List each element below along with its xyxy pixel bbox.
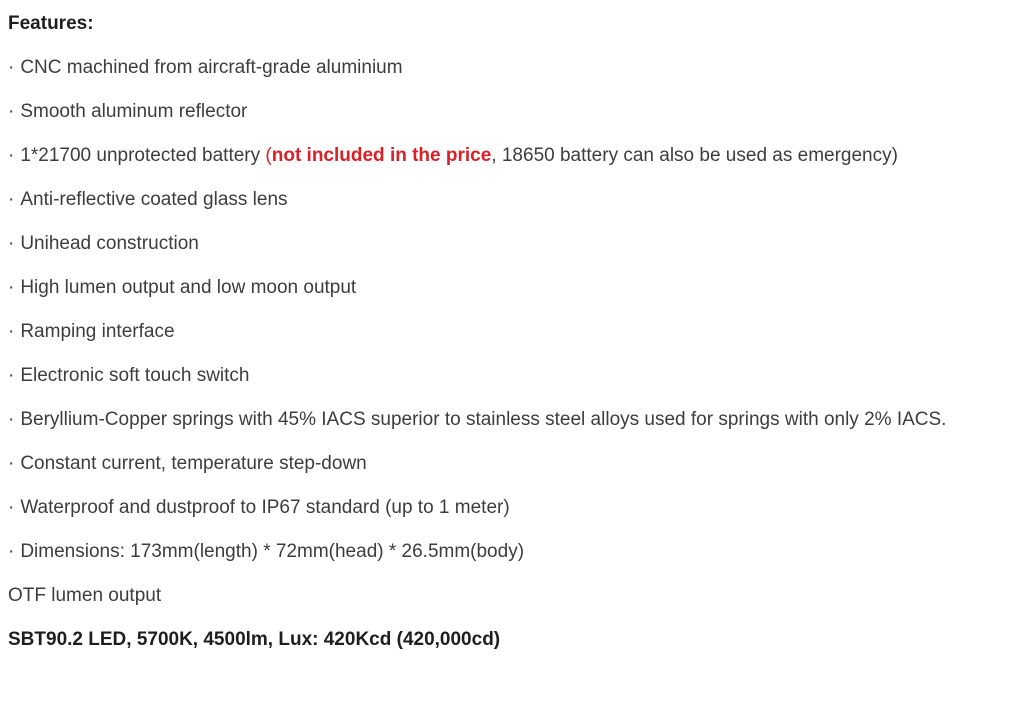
led-spec-line: SBT90.2 LED, 5700K, 4500lm, Lux: 420Kcd (420,000cd) xyxy=(8,629,501,650)
feature-text-segment: Beryllium-Copper springs with 45% IACS superior to stainless steel alloys used for springs with only 2% IACS. xyxy=(20,409,947,430)
feature-text xyxy=(20,321,174,342)
feature-item xyxy=(8,316,1012,348)
feature-text xyxy=(20,189,287,210)
feature-text-segment: Dimensions: 173mm(length) * 72mm(head) * 26.5mm(body) xyxy=(20,541,525,562)
bullet-icon: · xyxy=(8,189,15,210)
feature-text xyxy=(20,277,356,298)
bullet-icon: · xyxy=(8,541,15,562)
bullet-icon: · xyxy=(8,101,15,122)
feature-item xyxy=(8,52,1012,84)
feature-text-highlight: ( xyxy=(265,145,272,166)
features-heading: Features: xyxy=(8,13,94,34)
bullet-icon: · xyxy=(8,497,15,518)
otf-lumen-line: OTF lumen output xyxy=(8,585,162,606)
feature-text xyxy=(20,541,524,562)
bullet-icon: · xyxy=(8,145,15,166)
feature-item xyxy=(8,492,1012,524)
feature-item xyxy=(8,184,1012,216)
feature-item xyxy=(8,536,1012,568)
feature-item xyxy=(8,228,1012,260)
feature-text xyxy=(20,145,898,166)
feature-text-segment: Smooth aluminum reflector xyxy=(20,101,248,122)
bullet-icon: · xyxy=(8,233,15,254)
feature-text xyxy=(20,497,509,518)
feature-text-segment: Unihead construction xyxy=(20,233,199,254)
feature-item xyxy=(8,448,1012,480)
feature-item xyxy=(8,96,1012,128)
feature-text-segment: Constant current, temperature step-down xyxy=(20,453,367,474)
feature-item xyxy=(8,404,1012,436)
bullet-icon: · xyxy=(8,277,15,298)
feature-text-segment: Anti-reflective coated glass lens xyxy=(20,189,288,210)
feature-text-segment: Ramping interface xyxy=(20,321,175,342)
feature-text-highlight: not included in the price xyxy=(271,145,492,166)
bullet-icon: · xyxy=(8,453,15,474)
bullet-icon: · xyxy=(8,365,15,386)
bullet-icon: · xyxy=(8,409,15,430)
features-list xyxy=(8,52,1012,568)
feature-text xyxy=(20,365,249,386)
feature-item xyxy=(8,272,1012,304)
bullet-icon: · xyxy=(8,57,15,78)
feature-text xyxy=(20,409,946,430)
feature-text-segment: Electronic soft touch switch xyxy=(20,365,250,386)
feature-text-segment: Waterproof and dustproof to IP67 standard (up to 1 meter) xyxy=(20,497,510,518)
feature-text-segment: 1*21700 unprotected battery xyxy=(20,145,266,166)
feature-text-segment: CNC machined from aircraft-grade aluminium xyxy=(20,57,403,78)
feature-item xyxy=(8,360,1012,392)
bullet-icon: · xyxy=(8,321,15,342)
feature-text xyxy=(20,453,366,474)
feature-text xyxy=(20,57,402,78)
feature-text-segment: , 18650 battery can also be used as emergency) xyxy=(491,145,898,166)
feature-item xyxy=(8,140,1012,172)
feature-text xyxy=(20,233,199,254)
feature-text xyxy=(20,101,247,122)
feature-text-segment: High lumen output and low moon output xyxy=(20,277,357,298)
